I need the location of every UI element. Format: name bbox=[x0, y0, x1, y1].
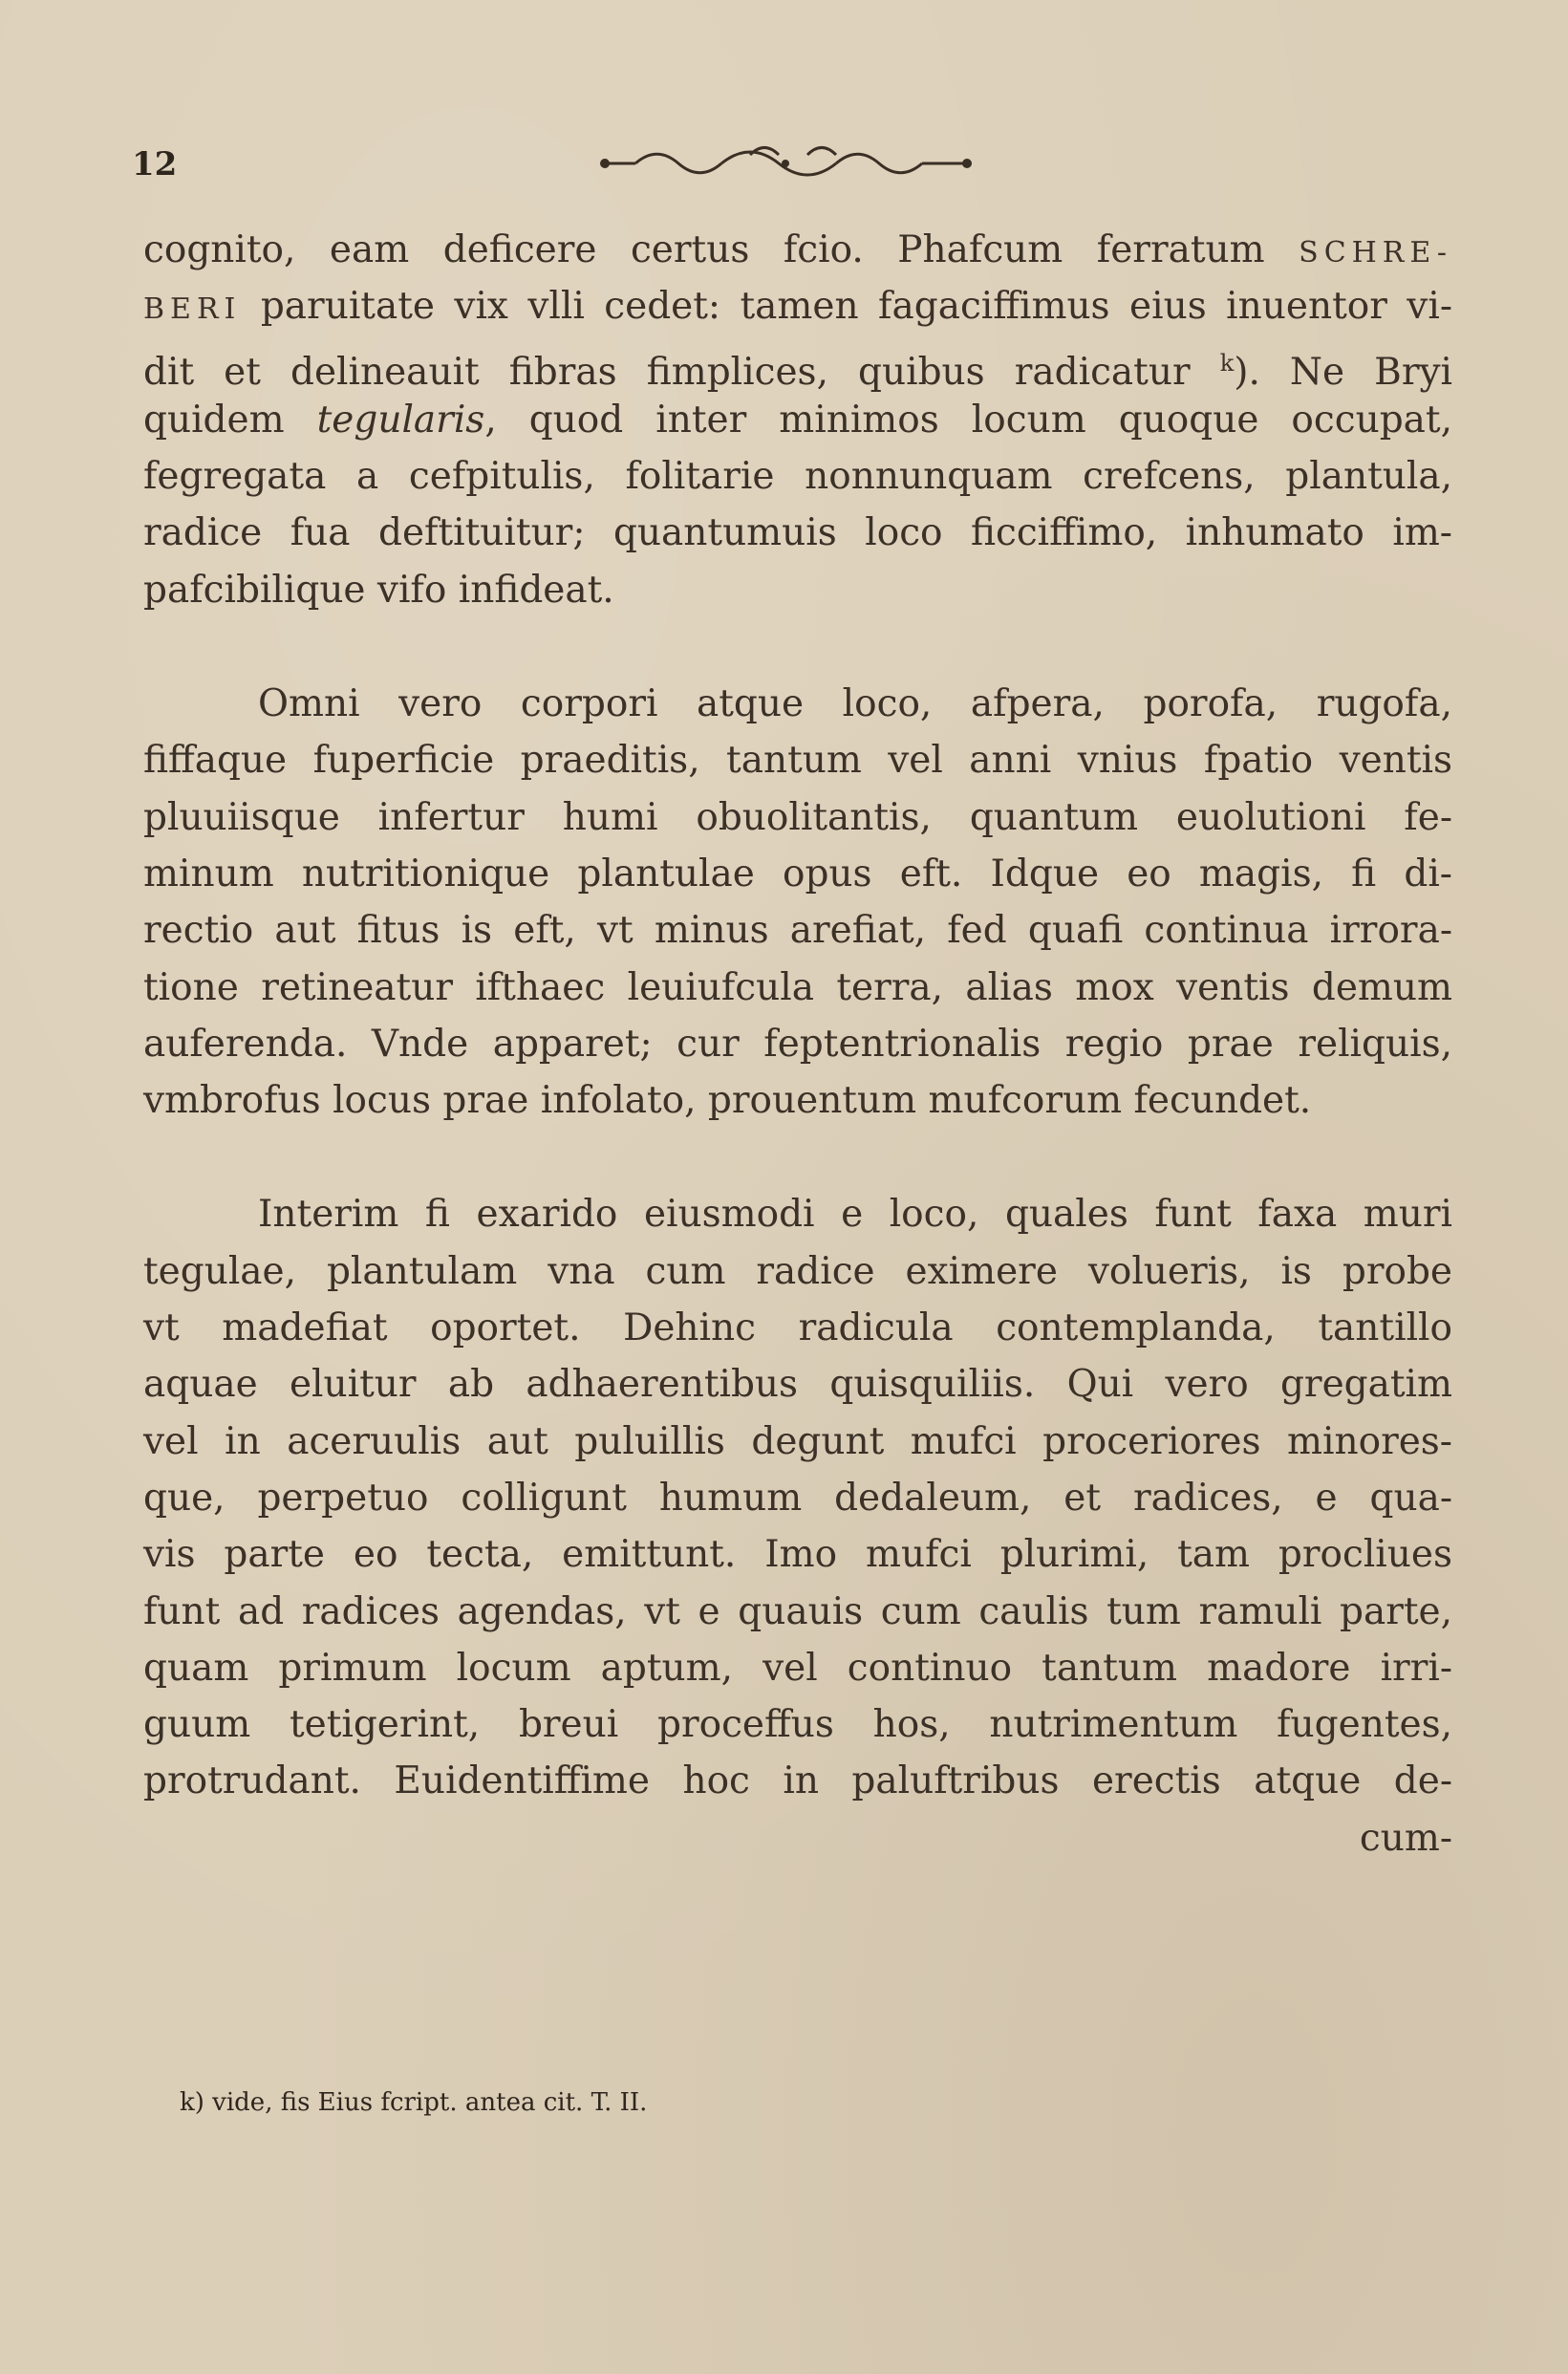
text-span: aquae eluitur ab adhaerentibus quisquiliis. Qui vero gregatim bbox=[143, 1363, 1452, 1407]
text-span: ). Ne Bryi bbox=[1234, 350, 1452, 394]
text-span: Omni vero corpori atque loco, afpera, porofa, rugofa, bbox=[258, 682, 1452, 726]
text-span: SCHRE- bbox=[1299, 236, 1452, 270]
text-span: auferenda. Vnde apparet; cur feptentrionalis regio prae reliquis, bbox=[143, 1022, 1452, 1066]
text-line bbox=[143, 278, 1452, 335]
text-line bbox=[143, 1753, 1452, 1809]
text-span: pafcibilique vifo infideat. bbox=[143, 568, 614, 612]
text-line bbox=[143, 335, 1452, 392]
text-line bbox=[143, 1584, 1452, 1640]
printer-ornament-icon bbox=[597, 143, 975, 183]
text-line bbox=[143, 562, 1452, 618]
text-line bbox=[143, 1186, 1452, 1242]
text-span: , quod inter minimos locum quoque occupat, bbox=[484, 398, 1452, 442]
text-span: BERI bbox=[143, 292, 242, 327]
text-span: rectio aut fitus is eft, vt minus arefiat, fed quafi continua irrora- bbox=[143, 909, 1452, 953]
text-span: cognito, eam deficere certus fcio. Phafcum ferratum bbox=[143, 228, 1300, 271]
text-span: k bbox=[1219, 349, 1235, 377]
text-span: fiffaque fuperficie praeditis, tantum vel anni vnius fpatio ventis bbox=[143, 739, 1452, 783]
text-span: vel in aceruulis aut puluillis degunt mufci proceriores minores- bbox=[143, 1419, 1452, 1463]
paragraph-gap bbox=[143, 618, 1452, 676]
text-line bbox=[143, 222, 1452, 278]
catchword: cum- bbox=[1359, 1816, 1452, 1860]
text-span: tegularis bbox=[316, 398, 485, 442]
page-number: 12 bbox=[132, 145, 178, 183]
text-span: fegregata a cefpitulis, folitarie nonnunquam crefcens, plantula, bbox=[143, 455, 1452, 499]
text-line bbox=[143, 960, 1452, 1016]
text-line bbox=[143, 392, 1452, 448]
body-text bbox=[143, 222, 1452, 1867]
footnote: k) vide, fis Eius fcript. antea cit. T. II. bbox=[180, 2088, 648, 2117]
text-span: radice fua deftituitur; quantumuis loco ficciffimo, inhumato im- bbox=[143, 511, 1452, 555]
text-line bbox=[143, 1414, 1452, 1470]
text-span: Interim fi exarido eiusmodi e loco, quales funt faxa muri bbox=[258, 1193, 1452, 1237]
text-line bbox=[143, 1696, 1452, 1753]
text-line bbox=[143, 1470, 1452, 1526]
text-span: funt ad radices agendas, vt e quauis cum caulis tum ramuli parte, bbox=[143, 1589, 1452, 1633]
text-line bbox=[143, 1243, 1452, 1300]
paragraph bbox=[143, 222, 1452, 618]
text-line bbox=[143, 505, 1452, 561]
text-span: minum nutritionique plantulae opus eft. Idque eo magis, fi di- bbox=[143, 852, 1452, 896]
text-line bbox=[143, 902, 1452, 959]
text-line bbox=[143, 676, 1452, 732]
text-span: dit et delineauit fibras fimplices, quibus radicatur bbox=[143, 350, 1220, 394]
text-span: tegulae, plantulam vna cum radice eximere volueris, is probe bbox=[143, 1249, 1452, 1293]
text-span: tione retineatur ifthaec leuiufcula terra, alias mox ventis demum bbox=[143, 965, 1452, 1009]
text-line bbox=[143, 1300, 1452, 1356]
text-line bbox=[143, 1072, 1452, 1129]
paragraph bbox=[143, 1186, 1452, 1809]
text-span: vt madefiat oportet. Dehinc radicula contemplanda, tantillo bbox=[143, 1306, 1452, 1350]
text-line bbox=[143, 448, 1452, 505]
text-span: vmbrofus locus prae infolato, prouentum mufcorum fecundet. bbox=[143, 1079, 1312, 1123]
text-span: protrudant. Euidentiffime hoc in paluftribus erectis atque de- bbox=[143, 1759, 1452, 1803]
text-span: quidem bbox=[143, 398, 317, 442]
text-line bbox=[143, 789, 1452, 846]
text-line bbox=[143, 1526, 1452, 1583]
text-span: vis parte eo tecta, emittunt. Imo mufci plurimi, tam procliues bbox=[143, 1533, 1452, 1577]
text-span: que, perpetuo colligunt humum dedaleum, et radices, e qua- bbox=[143, 1476, 1452, 1520]
text-line bbox=[143, 1356, 1452, 1413]
paragraph-gap bbox=[143, 1129, 1452, 1186]
text-line bbox=[143, 732, 1452, 788]
text-span: pluuiisque infertur humi obuolitantis, quantum euolutioni fe- bbox=[143, 795, 1452, 839]
paragraph bbox=[143, 676, 1452, 1129]
text-span: paruitate vix vlli cedet: tamen fagaciffimus eius inuentor vi- bbox=[241, 285, 1452, 329]
text-line bbox=[143, 1016, 1452, 1072]
text-line bbox=[143, 1640, 1452, 1696]
text-span: guum tetigerint, breui proceffus hos, nutrimentum fugentes, bbox=[143, 1703, 1452, 1747]
text-line bbox=[143, 846, 1452, 902]
text-span: quam primum locum aptum, vel continuo tantum madore irri- bbox=[143, 1646, 1452, 1690]
